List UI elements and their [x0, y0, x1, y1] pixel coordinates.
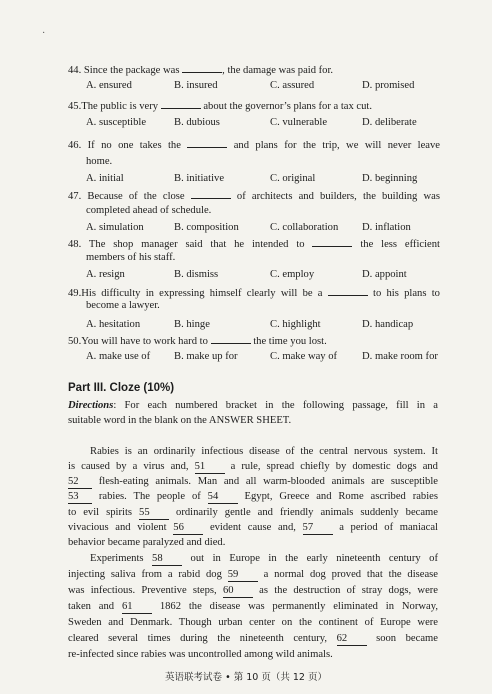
question-45 [68, 98, 440, 113]
question-text: , the damage was paid for. [222, 65, 334, 76]
question-text: The shop manager said that he intended to [88, 239, 305, 250]
answer-blank [328, 285, 368, 296]
passage-line [68, 568, 438, 582]
page-footer: 英语联考试卷 • 第 10 页（共 12 页） [165, 672, 327, 683]
passage-text: injecting saliva from a rabid dog [68, 569, 222, 580]
question-44 [68, 62, 440, 77]
option-b: B. hinge [174, 319, 210, 330]
passage-text: to evil spirits [68, 507, 133, 518]
passage-text: rabies. The people of [98, 491, 201, 502]
passage-text: as the destruction of stray dogs, were [259, 585, 438, 596]
option-b: B. make up for [174, 351, 238, 362]
passage-text: a normal dog proved that the disease [263, 569, 439, 580]
question-text: to his plans to [373, 288, 440, 299]
question-text: of architects and builders, the building was [236, 191, 440, 202]
passage-text: flesh-eating animals. Man and all warm-blooded animals are susceptible [98, 476, 439, 487]
option-c: C. collaboration [270, 222, 339, 233]
page-mark: · [42, 28, 46, 39]
blank-57: 57 [303, 521, 333, 535]
section-heading: Part III. Cloze (10%) [68, 382, 175, 394]
blank-56: 56 [173, 521, 203, 535]
option-a: A. hesitation [86, 319, 141, 330]
question-number: 45. [68, 101, 82, 112]
question-number: 44. [68, 65, 82, 76]
question-number: 49. [68, 288, 82, 299]
option-d: D. make room for [362, 351, 438, 362]
directions-line-1 [68, 399, 438, 412]
passage-line: re-infected since rabies was uncontrolled among wild animals. [68, 649, 333, 660]
answer-blank [161, 98, 201, 109]
passage-text: evident cause and, [209, 522, 296, 533]
blank-55: 55 [139, 506, 169, 520]
question-48-continuation: members of his staff. [86, 252, 176, 263]
passage-line [68, 490, 438, 504]
passage-text: is caused by a virus and, [68, 461, 189, 472]
passage-line [68, 506, 438, 520]
option-b: B. insured [174, 80, 218, 91]
question-number: 46. [68, 140, 82, 151]
blank-62: 62 [337, 632, 367, 646]
option-d: D. deliberate [362, 117, 417, 128]
passage-line [68, 632, 438, 646]
blank-61: 61 [122, 600, 152, 614]
question-text: the less efficient [360, 239, 440, 250]
passage-text: 1862 the disease was permanently eliminated in Norway, [159, 601, 438, 612]
question-text: Because of the close [87, 191, 185, 202]
directions-label: Directions [68, 400, 114, 411]
passage-text: cleared several times during the nineteenth century, [68, 633, 328, 644]
question-text: the time you lost. [253, 336, 327, 347]
answer-blank [191, 188, 231, 199]
passage-line [68, 584, 438, 598]
passage-text: vivacious and violent [68, 522, 167, 533]
passage-text: soon became [376, 633, 438, 644]
option-c: C. make way of [270, 351, 338, 362]
passage-line [68, 521, 438, 535]
question-47 [68, 188, 440, 203]
blank-51: 51 [195, 460, 225, 474]
option-b: B. initiative [174, 173, 225, 184]
blank-59: 59 [228, 568, 258, 582]
option-a: A. simulation [86, 222, 144, 233]
option-d: D. promised [362, 80, 415, 91]
answer-blank [187, 137, 227, 148]
directions-text: : For each numbered bracket in the following passage, fill in a [113, 400, 438, 411]
question-text: You will have to work hard to [81, 336, 208, 347]
option-a: A. ensured [86, 80, 132, 91]
option-c: C. highlight [270, 319, 321, 330]
option-d: D. handicap [362, 319, 414, 330]
question-text: and plans for the trip, we will never leave [233, 140, 440, 151]
blank-53: 53 [68, 490, 92, 504]
passage-text: was infectious. Preventive steps, [68, 585, 217, 596]
directions-line-2: suitable word in the blank on the ANSWER SHEET. [68, 415, 292, 426]
option-c: C. employ [270, 269, 315, 280]
passage-text: Experiments [90, 553, 144, 564]
blank-54: 54 [208, 490, 238, 504]
question-46-continuation: home. [86, 156, 113, 167]
question-number: 48. [68, 239, 82, 250]
option-b: B. dismiss [174, 269, 219, 280]
answer-blank [182, 62, 222, 73]
passage-text: Egypt, Greece and Rome ascribed rabies [244, 491, 438, 502]
passage-line [90, 552, 438, 566]
option-d: D. inflation [362, 222, 411, 233]
answer-blank [211, 333, 251, 344]
passage-line [68, 475, 438, 489]
question-text: His difficulty in expressing himself clearly will be a [81, 288, 323, 299]
question-49-continuation: become a lawyer. [86, 300, 160, 311]
option-b: B. composition [174, 222, 239, 233]
blank-60: 60 [223, 584, 253, 598]
question-49 [68, 285, 440, 300]
answer-blank [312, 236, 352, 247]
passage-line: Sweden and Denmark. Though urban center on the continent of Europe were [68, 617, 438, 628]
option-c: C. assured [270, 80, 315, 91]
passage-text: out in Europe in the early nineteenth century of [190, 553, 438, 564]
passage-text: a rule, spread chiefly by domestic dogs and [230, 461, 438, 472]
blank-58: 58 [152, 552, 182, 566]
option-a: A. susceptible [86, 117, 147, 128]
question-48 [68, 236, 440, 251]
question-text: Since the package was [83, 65, 180, 76]
passage-text: taken and [68, 601, 115, 612]
option-a: A. resign [86, 269, 125, 280]
option-a: A. make use of [86, 351, 151, 362]
option-b: B. dubious [174, 117, 220, 128]
option-d: D. appoint [362, 269, 407, 280]
question-number: 47. [68, 191, 82, 202]
blank-52: 52 [68, 475, 92, 489]
passage-text: ordinarily gentle and friendly animals suddenly became [176, 507, 438, 518]
passage-line: behavior became paralyzed and died. [68, 537, 226, 548]
option-a: A. initial [86, 173, 124, 184]
question-text: The public is very [81, 101, 159, 112]
passage-text: a period of maniacal [339, 522, 438, 533]
option-c: C. vulnerable [270, 117, 328, 128]
passage-line [68, 600, 438, 614]
option-c: C. original [270, 173, 316, 184]
question-46 [68, 137, 440, 152]
option-d: D. beginning [362, 173, 418, 184]
question-number: 50. [68, 336, 82, 347]
question-text: about the governor’s plans for a tax cut. [203, 101, 373, 112]
passage-line: Rabies is an ordinarily infectious disease of the central nervous system. It [90, 446, 438, 457]
passage-line [68, 460, 438, 474]
question-text: If no one takes the [87, 140, 181, 151]
question-50 [68, 333, 440, 348]
question-47-continuation: completed ahead of schedule. [86, 205, 212, 216]
